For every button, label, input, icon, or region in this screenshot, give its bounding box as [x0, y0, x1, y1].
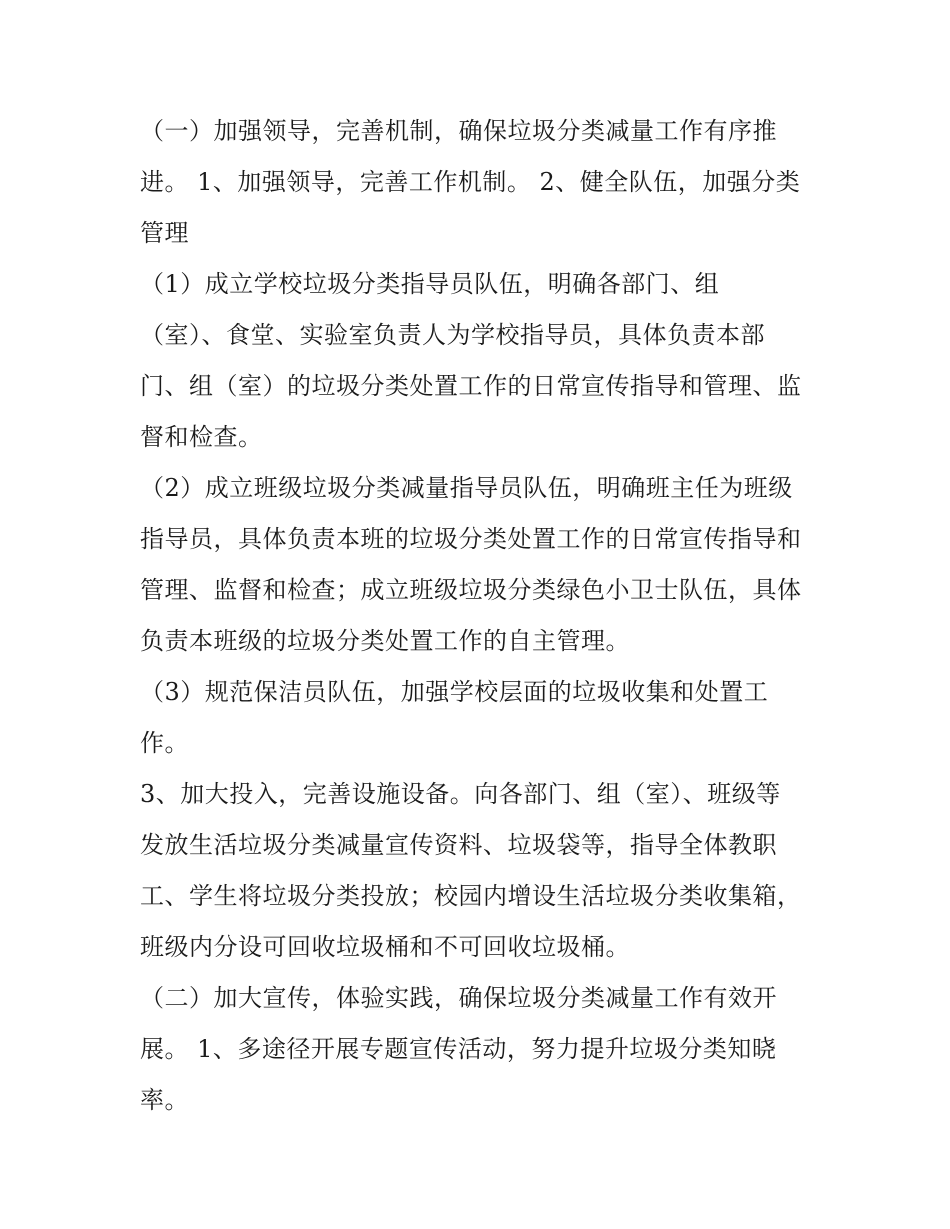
text-line-5: （室）、食堂、实验室负责人为学校指导员，具体负责本部	[140, 321, 765, 349]
text-line-10: 管理、监督和检查；成立班级垃圾分类绿色小卫士队伍，具体	[140, 576, 802, 604]
text-line-8: （2）成立班级垃圾分类减量指导员队伍，明确班主任为班级	[140, 474, 793, 502]
text-line-12: （3）规范保洁员队伍，加强学校层面的垃圾收集和处置工	[140, 678, 769, 706]
text-line-14: 3、加大投入，完善设施设备。向各部门、组（室）、班级等	[140, 780, 781, 808]
text-line-13: 作。	[140, 729, 189, 757]
text-line-3: 管理	[140, 219, 189, 247]
text-line-11: 负责本班级的垃圾分类处置工作的自主管理。	[140, 627, 630, 655]
text-line-9: 指导员，具体负责本班的垃圾分类处置工作的日常宣传指导和	[140, 525, 802, 553]
text-line-19: 展。 1、多途径开展专题宣传活动，努力提升垃圾分类知晓	[140, 1035, 777, 1063]
text-line-20: 率。	[140, 1086, 189, 1114]
text-line-17: 班级内分设可回收垃圾桶和不可回收垃圾桶。	[140, 933, 630, 961]
text-line-6: 门、组（室）的垃圾分类处置工作的日常宣传指导和管理、监	[140, 372, 802, 400]
text-line-4: （1）成立学校垃圾分类指导员队伍，明确各部门、组	[140, 270, 720, 298]
text-line-16: 工、学生将垃圾分类投放；校园内增设生活垃圾分类收集箱，	[140, 882, 802, 910]
text-line-18: （二）加大宣传，体验实践，确保垃圾分类减量工作有效开	[140, 984, 777, 1012]
text-line-1: （一）加强领导，完善机制，确保垃圾分类减量工作有序推	[140, 117, 777, 145]
document-body	[140, 106, 820, 1126]
text-line-7: 督和检查。	[140, 423, 263, 451]
text-line-15: 发放生活垃圾分类减量宣传资料、垃圾袋等，指导全体教职	[140, 831, 777, 859]
text-line-2: 进。 1、加强领导，完善工作机制。 2、健全队伍，加强分类	[140, 168, 801, 196]
